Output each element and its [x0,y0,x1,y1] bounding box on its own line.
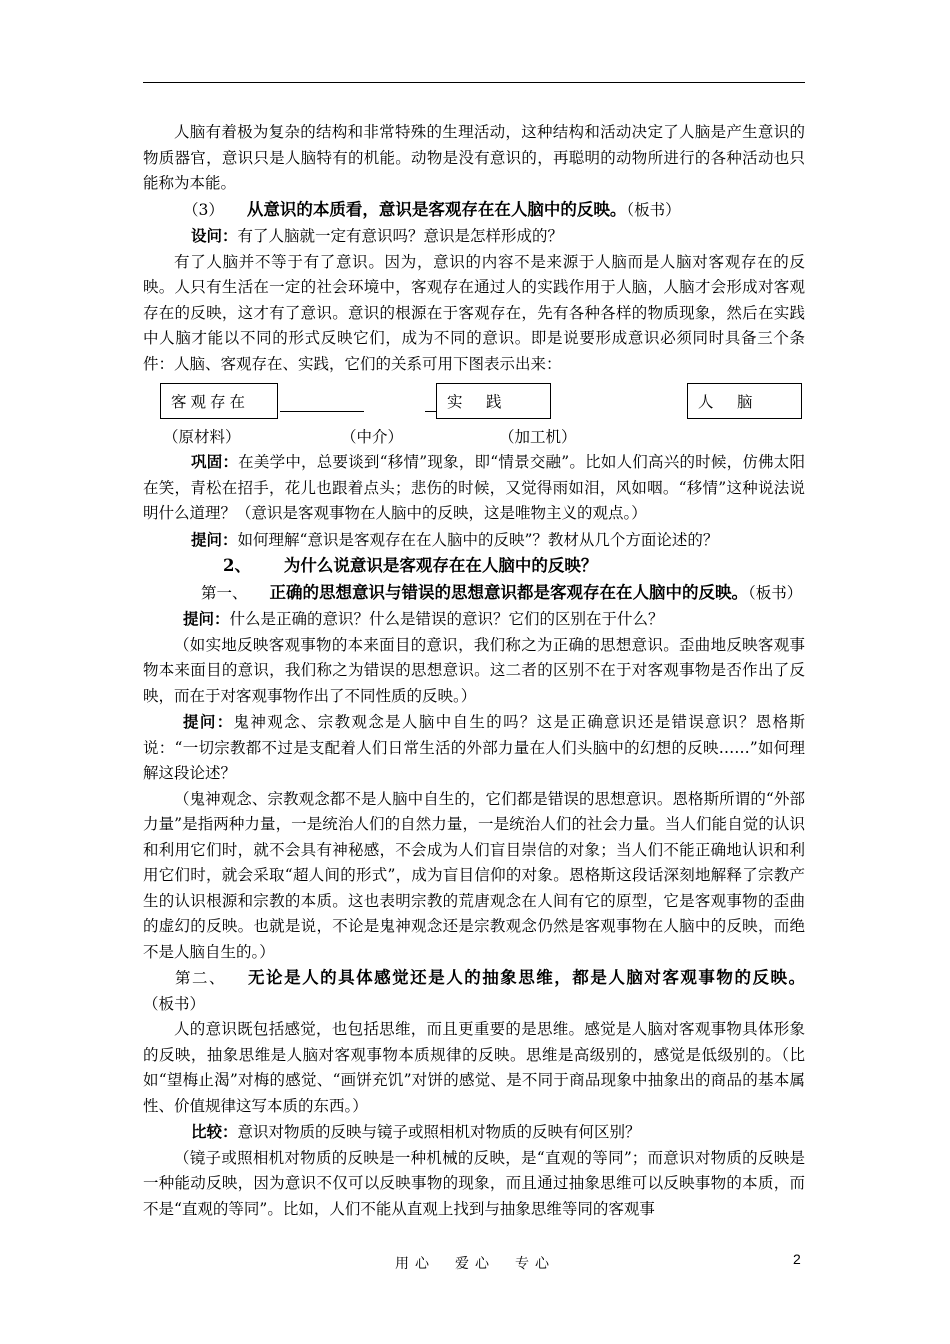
paragraph: （鬼神观念、宗教观念都不是人脑中自生的，它们都是错误的思想意识。恩格斯所谓的“外部力量”是指两种力量，一是统治人们的自然力量，一是统治人们的社会力量。当人们能自觉的认识和利用它们时，就不会具有神秘感，不会成为人们盲目崇信的对象；当人们不能正确地认识和利用它们时，就会采取“超人间的形式”，成为盲目信仰的对象。恩格斯这段话深刻地解释了宗教产生的认识根源和宗教的本质。这也表明宗教的荒唐观念在人间有它的原型，它是客观事物的歪曲的虚幻的反映。也就是说，不论是鬼神观念还是宗教观念仍然是客观事物在人脑中的反映，而绝不是人脑自生的。） [143,789,805,961]
question-text: 鬼神观念、宗教观念是人脑中自生的吗？这是正确意识还是错误意识？恩格斯说：“一切宗教都不过是支配着人们日常生活的外部力量在人们头脑中的幻想的反映……”如何理解这段论述？ [143,713,805,782]
relationship-diagram [143,383,805,445]
heading-text: 从意识的本质看，意识是客观存在在人脑中的反映。 [246,199,627,219]
sub-heading-text-cont: 映。 [715,582,749,602]
question-label: 提问： [183,712,234,731]
comparison [143,1119,805,1146]
question-label: 设问： [191,226,238,245]
diagram-caption: （加工机） [499,428,577,446]
page-footer: 用心 爱心 专心 [395,1256,555,1272]
sub-heading-number: 第一、 [201,583,248,602]
sub-heading [143,965,805,1017]
paragraph: （镜子或照相机对物质的反映是一种机械的反映，是“直观的等同”；而意识对物质的反映是一种能动反映，因为意识不仅可以反映事物的现象，而且通过抽象思维可以反映事物的本质，而不是“直观的等同”。比如，人们不能从直观上找到与抽象思维等同的客观事 [143,1148,805,1218]
board-note: （板书） [626,200,681,219]
paragraph: 有了人脑并不等于有了意识。因为，意识的内容不是来源于人脑而是人脑对客观存在的反映。人只有生活在一定的社会环境中，客观存在通过人的实践作用于人脑，人脑才会形成对客观存在的反映，这才有了意识。意识的根源在于客观存在，先有各种各样的物质现象，然后在实践中人脑才能以不同的形式反映它们，成为不同的意识。即是说要形成意识必须同时具备三个条件：人脑、客观存在、实践，它们的关系可用下图表示出来： [143,252,805,373]
diagram-connector [280,411,364,412]
diagram-box-brain: 人 脑 [687,383,802,419]
consolidation [143,449,805,527]
diagram-box-practice: 实 践 [436,383,551,419]
document-body [143,120,805,1222]
sub-heading [143,580,805,607]
sub-heading-text-cont: 映。 [770,968,805,987]
question [143,223,805,250]
question [143,606,805,633]
question-text: 什么是正确的意识？什么是错误的意识？它们的区别在于什么？ [229,610,664,628]
board-note: （板书） [748,583,803,602]
paragraph: （如实地反映客观事物的本来面目的意识，我们称之为正确的思想意识。歪曲地反映客观事物本来面目的意识，我们称之为错误的思想意识。这二者的区别不在于对客观事物是否作出了反映，而在于对客观事物作出了不同性质的反映。） [143,635,805,705]
section-heading [143,553,805,580]
heading-number: （3） [183,200,224,219]
heading-number: 2、 [223,556,251,575]
sub-heading-text: 正确的思想意识与错误的思想意识都是客观存在在人脑中的反 [269,582,716,602]
comparison-text: 意识对物质的反映与镜子或照相机对物质的反映有何区别？ [237,1123,641,1141]
diagram-box-objective-existence: 客观存在 [160,383,278,419]
question [143,527,805,554]
question-label: 提问： [183,609,230,628]
sub-heading-number: 第二、 [175,969,227,987]
consolidation-label: 巩固： [191,452,239,471]
sub-heading-text: 无论是人的具体感觉还是人的抽象思维，都是人脑对客观事物的反 [248,968,771,987]
heading-text: 为什么说意识是客观存在在人脑中的反映？ [283,556,598,575]
diagram-caption: （原材料） [163,428,241,446]
board-note: （板书） [143,994,206,1013]
paragraph: 人脑有着极为复杂的结构和非常特殊的生理活动，这种结构和活动决定了人脑是产生意识的物质器官，意识只是人脑特有的机能。动物是没有意识的，再聪明的动物所进行的各种活动也只能称为本能。 [143,123,805,192]
section-heading [143,197,805,224]
question-text: 如何理解“意识是客观存在在人脑中的反映”？教材从几个方面论述的？ [237,530,719,549]
question [143,709,805,787]
comparison-label: 比较： [191,1122,238,1141]
paragraph: 人的意识既包括感觉，也包括思维，而且更重要的是思维。感觉是人脑对客观事物具体形象的反映，抽象思维是人脑对客观事物本质规律的反映。思维是高级别的，感觉是低级别的。（比如“望梅止渴”对梅的感觉、“画饼充饥”对饼的感觉、是不同于商品现象中抽象出的商品的基本属性、价值规律这写本质的东西。） [143,1020,805,1115]
page-number: 2 [793,1251,801,1267]
header-rule [143,82,805,83]
question-label: 提问： [191,529,238,549]
diagram-caption: （中介） [341,428,404,446]
question-text: 有了人脑就一定有意识吗？意识是怎样形成的？ [237,227,564,245]
consolidation-text: 在美学中，总要谈到“移情”现象，即“情景交融”。比如人们高兴的时候，仿佛太阳在笑，青松在招手，花儿也跟着点头；悲伤的时候，又觉得雨如泪，风如咽。“移情”这种说法说明什么道理？（意识是客观事物在人脑中的反映，这是唯物主义的观点。） [143,453,805,522]
